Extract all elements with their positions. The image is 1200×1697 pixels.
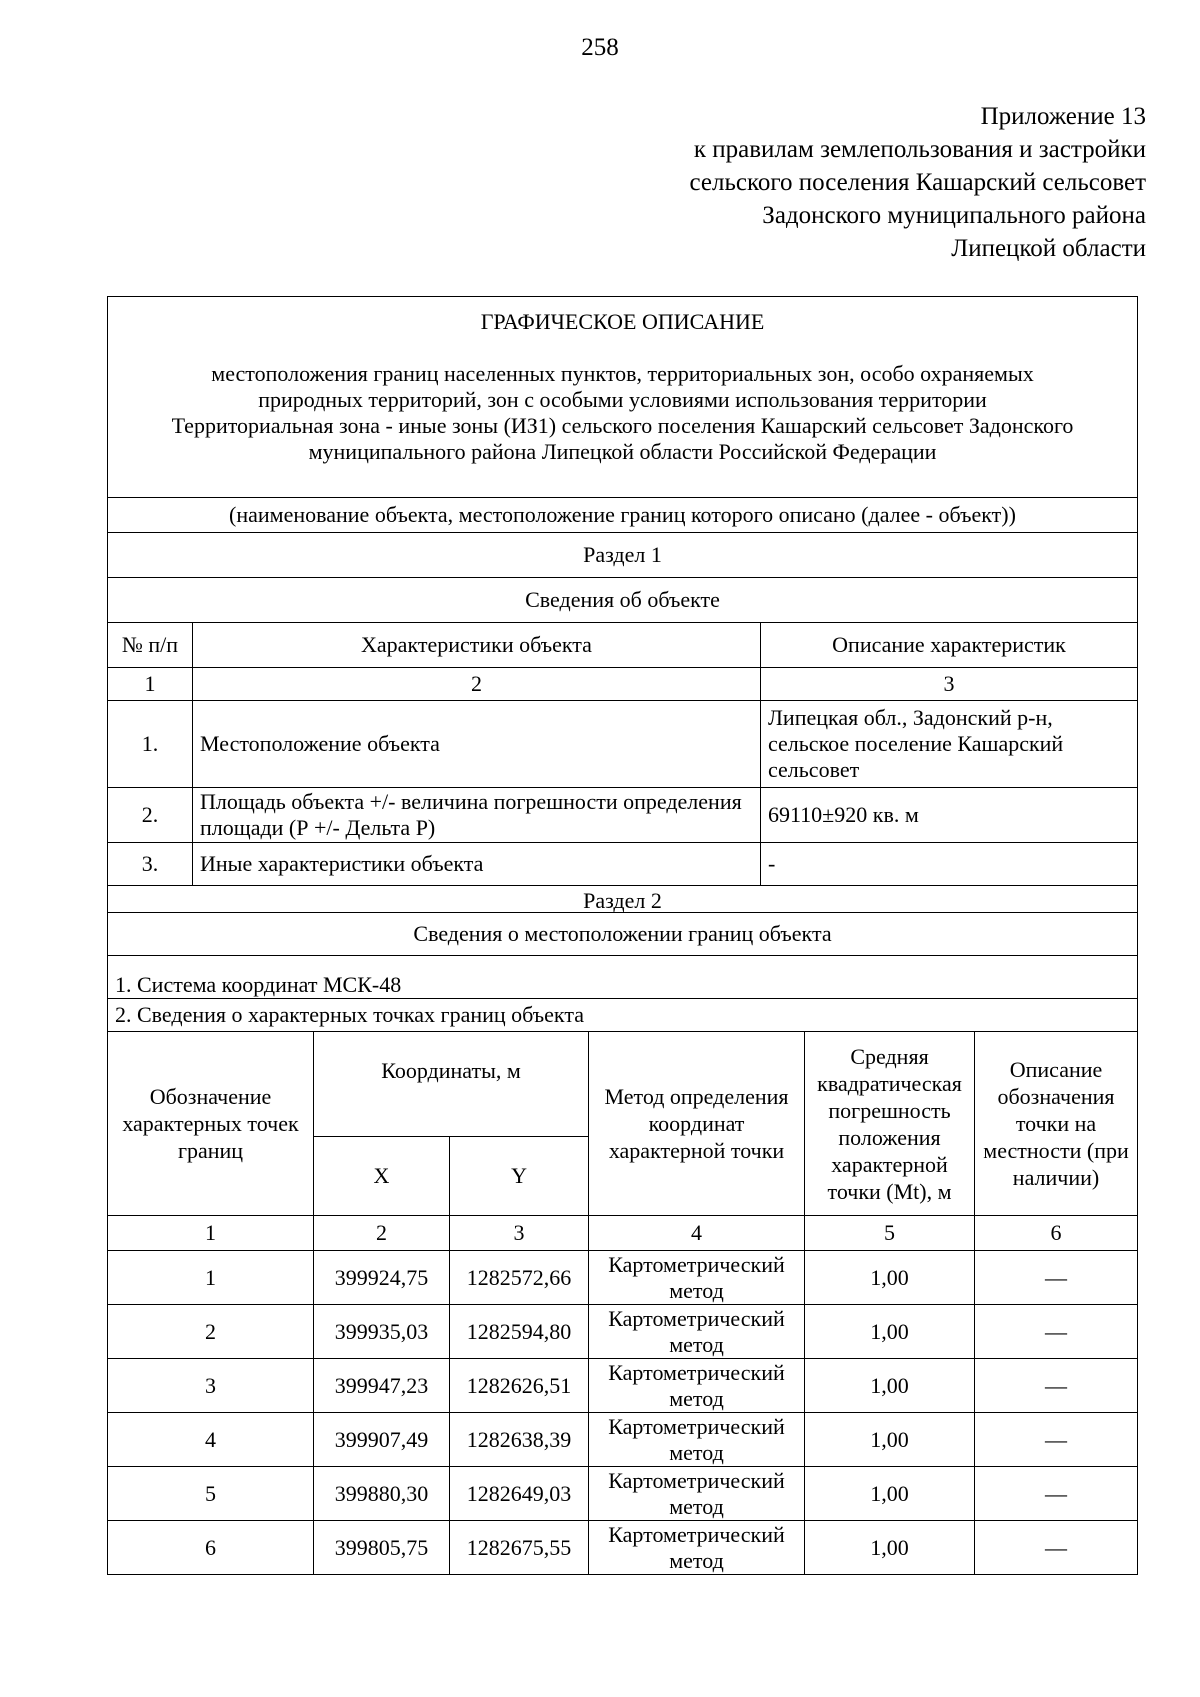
points-table <box>107 1032 1138 1575</box>
col-point-description: Описание обозначения точки на местности (при наличии) <box>975 1032 1138 1216</box>
page-number: 258 <box>581 34 619 61</box>
appendix-line: Приложение 13 <box>980 103 1146 130</box>
col-number: 3 <box>450 1216 589 1251</box>
point-y: 1282572,66 <box>450 1251 589 1305</box>
graphic-description-form <box>107 296 1137 1575</box>
appendix-line: Липецкой области <box>951 235 1146 262</box>
section1-table <box>107 296 1138 1032</box>
section2-subtitle: Сведения о местоположении границ объекта <box>108 913 1138 956</box>
point-method: Картометрический метод <box>589 1305 805 1359</box>
point-row <box>108 1413 1138 1467</box>
point-id: 6 <box>108 1521 314 1575</box>
col-number: 6 <box>975 1216 1138 1251</box>
row-name: Площадь объекта +/- величина погрешности определения площади (Р +/- Дельта Р) <box>193 788 761 843</box>
col-designation: Обозначение характерных точек границ <box>108 1032 314 1216</box>
appendix-line: к правилам землепользования и застройки <box>693 136 1146 163</box>
object-caption: (наименование объекта, местоположение границ которого описано (далее - объект)) <box>108 498 1138 533</box>
point-id: 1 <box>108 1251 314 1305</box>
point-method: Картометрический метод <box>589 1521 805 1575</box>
col-y: Y <box>450 1137 589 1216</box>
point-row <box>108 1467 1138 1521</box>
appendix-line: сельского поселения Кашарский сельсовет <box>689 169 1146 196</box>
point-y: 1282675,55 <box>450 1521 589 1575</box>
point-desc: — <box>975 1413 1138 1467</box>
point-x: 399805,75 <box>314 1521 450 1575</box>
col-method: Метод определения координат характерной точки <box>589 1032 805 1216</box>
row-value: Липецкая обл., Задонский р-н, сельское поселение Кашарский сельсовет <box>761 701 1138 788</box>
point-method: Картометрический метод <box>589 1413 805 1467</box>
section2-title: Раздел 2 <box>108 886 1138 913</box>
point-id: 4 <box>108 1413 314 1467</box>
col-number: 1 <box>108 668 193 701</box>
point-x: 399935,03 <box>314 1305 450 1359</box>
point-row <box>108 1359 1138 1413</box>
points-title: 2. Сведения о характерных точках границ объекта <box>108 999 1138 1032</box>
point-desc: — <box>975 1359 1138 1413</box>
description-line: муниципального района Липецкой области Российской Федерации <box>308 439 937 464</box>
point-y: 1282649,03 <box>450 1467 589 1521</box>
row-num: 3. <box>108 843 193 886</box>
point-method: Картометрический метод <box>589 1251 805 1305</box>
point-row <box>108 1251 1138 1305</box>
col-number: 4 <box>589 1216 805 1251</box>
header-cell <box>108 297 1138 498</box>
point-x: 399947,23 <box>314 1359 450 1413</box>
point-id: 5 <box>108 1467 314 1521</box>
point-mt: 1,00 <box>805 1305 975 1359</box>
point-mt: 1,00 <box>805 1359 975 1413</box>
row-num: 1. <box>108 701 193 788</box>
point-desc: — <box>975 1305 1138 1359</box>
section1-subtitle: Сведения об объекте <box>108 578 1138 623</box>
point-desc: — <box>975 1251 1138 1305</box>
description-line: природных территорий, зон с особыми условиями использования территории <box>258 387 987 412</box>
col-header-num: № п/п <box>108 623 193 668</box>
point-method: Картометрический метод <box>589 1359 805 1413</box>
col-number: 1 <box>108 1216 314 1251</box>
point-desc: — <box>975 1467 1138 1521</box>
row-num: 2. <box>108 788 193 843</box>
row-name: Иные характеристики объекта <box>193 843 761 886</box>
row-value: 69110±920 кв. м <box>761 788 1138 843</box>
point-method: Картометрический метод <box>589 1467 805 1521</box>
form-title: ГРАФИЧЕСКОЕ ОПИСАНИЕ <box>480 309 765 334</box>
point-y: 1282594,80 <box>450 1305 589 1359</box>
col-coords: Координаты, м <box>314 1032 589 1137</box>
appendix-block <box>690 100 1147 265</box>
section1-title: Раздел 1 <box>108 533 1138 578</box>
point-mt: 1,00 <box>805 1521 975 1575</box>
point-row <box>108 1305 1138 1359</box>
coord-system: 1. Система координат МСК-48 <box>108 956 1138 999</box>
point-x: 399924,75 <box>314 1251 450 1305</box>
point-x: 399907,49 <box>314 1413 450 1467</box>
col-header-description: Описание характеристик <box>761 623 1138 668</box>
point-row <box>108 1521 1138 1575</box>
point-y: 1282626,51 <box>450 1359 589 1413</box>
col-number: 5 <box>805 1216 975 1251</box>
point-mt: 1,00 <box>805 1251 975 1305</box>
point-id: 3 <box>108 1359 314 1413</box>
col-number: 3 <box>761 668 1138 701</box>
description-line: Территориальная зона - иные зоны (ИЗ1) сельского поселения Кашарский сельсовет Задонского <box>171 413 1074 438</box>
col-x: X <box>314 1137 450 1216</box>
description-line: местоположения границ населенных пунктов, территориальных зон, особо охраняемых <box>211 361 1034 386</box>
col-number: 2 <box>314 1216 450 1251</box>
point-desc: — <box>975 1521 1138 1575</box>
point-mt: 1,00 <box>805 1413 975 1467</box>
col-error: Средняя квадратическая погрешность положения характерной точки (Mt), м <box>805 1032 975 1216</box>
row-value: - <box>761 843 1138 886</box>
point-y: 1282638,39 <box>450 1413 589 1467</box>
point-x: 399880,30 <box>314 1467 450 1521</box>
point-id: 2 <box>108 1305 314 1359</box>
appendix-line: Задонского муниципального района <box>762 202 1146 229</box>
row-name: Местоположение объекта <box>193 701 761 788</box>
col-header-characteristic: Характеристики объекта <box>193 623 761 668</box>
point-mt: 1,00 <box>805 1467 975 1521</box>
col-number: 2 <box>193 668 761 701</box>
